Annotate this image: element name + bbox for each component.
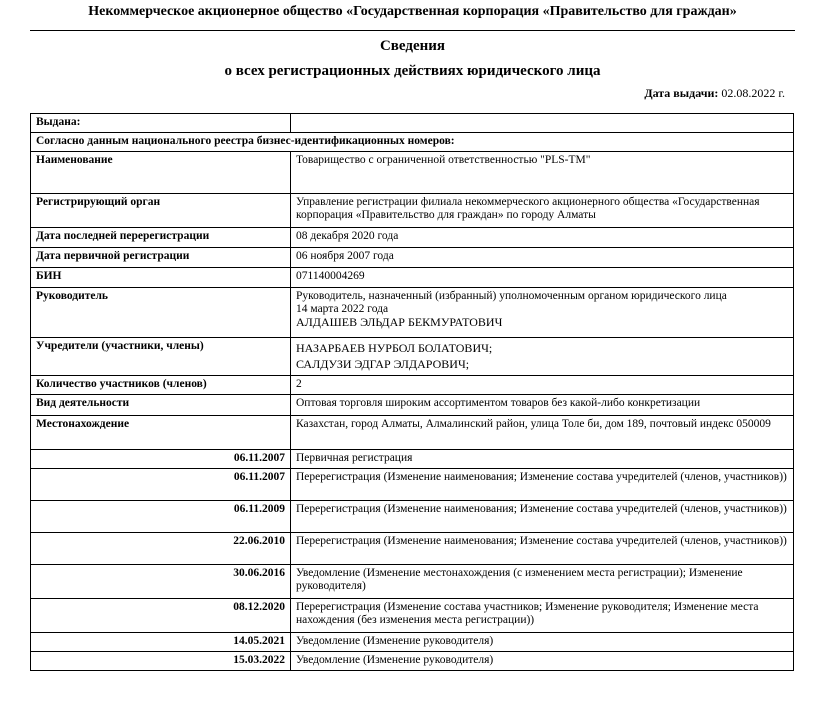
first-reg-value: 06 ноября 2007 года xyxy=(291,248,794,268)
name-label: Наименование xyxy=(31,152,291,194)
bin-value: 071140004269 xyxy=(291,268,794,288)
header-divider xyxy=(30,30,795,31)
history-date: 06.11.2007 xyxy=(31,450,291,469)
issue-date-value: 02.08.2022 г. xyxy=(721,86,785,100)
history-row xyxy=(31,469,794,501)
table-row xyxy=(31,194,794,228)
members-count-label: Количество участников (членов) xyxy=(31,376,291,395)
issued-to-label: Выдана: xyxy=(31,114,291,133)
table-row xyxy=(31,268,794,288)
history-row xyxy=(31,599,794,633)
history-row xyxy=(31,450,794,469)
history-action: Перерегистрация (Изменение наименования; Изменение состава учредителей (членов, участников)) xyxy=(291,533,794,565)
history-date: 30.06.2016 xyxy=(31,565,291,599)
history-date: 15.03.2022 xyxy=(31,652,291,671)
head-name: АЛДАШЕВ ЭЛЬДАР БЕКМУРАТОВИЧ xyxy=(296,315,503,329)
table-row xyxy=(31,228,794,248)
table-row xyxy=(31,416,794,450)
first-reg-label: Дата первичной регистрации xyxy=(31,248,291,268)
document-title: Сведения xyxy=(379,38,446,54)
history-action: Уведомление (Изменение руководителя) xyxy=(291,633,794,652)
organization-name: Некоммерческое акционерное общество «Государственная корпорация «Правительство для граждан» xyxy=(88,4,737,19)
registrar-label: Регистрирующий орган xyxy=(31,194,291,228)
table-row xyxy=(31,114,794,133)
head-label: Руководитель xyxy=(31,288,291,338)
table-row xyxy=(31,248,794,268)
table-row xyxy=(31,152,794,194)
head-date: 14 марта 2022 года xyxy=(296,303,389,315)
history-date: 14.05.2021 xyxy=(31,633,291,652)
issue-date-label: Дата выдачи: xyxy=(644,86,719,100)
history-date: 06.11.2007 xyxy=(31,469,291,501)
history-action: Первичная регистрация xyxy=(291,450,794,469)
last-rereg-label: Дата последней перерегистрации xyxy=(31,228,291,248)
source-note: Согласно данным национального реестра бизнес-идентификационных номеров: xyxy=(31,133,794,152)
activity-value: Оптовая торговля широким ассортиментом товаров без какой-либо конкретизации xyxy=(291,395,794,416)
history-action: Уведомление (Изменение местонахождения (с изменением места регистрации); Изменение руководителя) xyxy=(291,565,794,599)
name-value: Товарищество с ограниченной ответственностью "PLS-TM" xyxy=(291,152,794,194)
history-date: 22.06.2010 xyxy=(31,533,291,565)
activity-label: Вид деятельности xyxy=(31,395,291,416)
members-count-value: 2 xyxy=(291,376,794,395)
bin-label: БИН xyxy=(31,268,291,288)
registrar-value: Управление регистрации филиала некоммерческого акционерного общества «Государственная корпорация «Правительство для граждан» по городу Алматы xyxy=(291,194,794,228)
history-date: 08.12.2020 xyxy=(31,599,291,633)
document-subtitle: о всех регистрационных действиях юридического лица xyxy=(224,63,601,79)
history-row xyxy=(31,565,794,599)
history-row xyxy=(31,652,794,671)
history-row xyxy=(31,501,794,533)
founder-item: САЛДУЗИ ЭДГАР ЭЛДАРОВИЧ; xyxy=(296,357,470,371)
history-date: 06.11.2009 xyxy=(31,501,291,533)
history-action: Перерегистрация (Изменение наименования; Изменение состава учредителей (членов, участников)) xyxy=(291,469,794,501)
history-action: Перерегистрация (Изменение состава участников; Изменение руководителя; Изменение места нахождения (без изменения места регистрации)) xyxy=(291,599,794,633)
table-row xyxy=(31,288,794,338)
founders-value xyxy=(291,338,794,376)
table-row xyxy=(31,376,794,395)
head-value xyxy=(291,288,794,338)
location-label: Местонахождение xyxy=(31,416,291,450)
issue-date-line xyxy=(644,86,785,101)
head-position: Руководитель, назначенный (избранный) уполномоченным органом юридического лица xyxy=(296,290,727,302)
table-row xyxy=(31,133,794,152)
history-row xyxy=(31,533,794,565)
history-action: Уведомление (Изменение руководителя) xyxy=(291,652,794,671)
registration-table xyxy=(30,113,794,671)
history-action: Перерегистрация (Изменение наименования; Изменение состава учредителей (членов, участников)) xyxy=(291,501,794,533)
history-row xyxy=(31,633,794,652)
issued-to-value xyxy=(291,114,794,133)
table-row xyxy=(31,338,794,376)
location-value: Казахстан, город Алматы, Алмалинский район, улица Толе би, дом 189, почтовый индекс 050009 xyxy=(291,416,794,450)
founders-label: Учредители (участники, члены) xyxy=(31,338,291,376)
last-rereg-value: 08 декабря 2020 года xyxy=(291,228,794,248)
table-row xyxy=(31,395,794,416)
founder-item: НАЗАРБАЕВ НУРБОЛ БОЛАТОВИЧ; xyxy=(296,341,493,355)
